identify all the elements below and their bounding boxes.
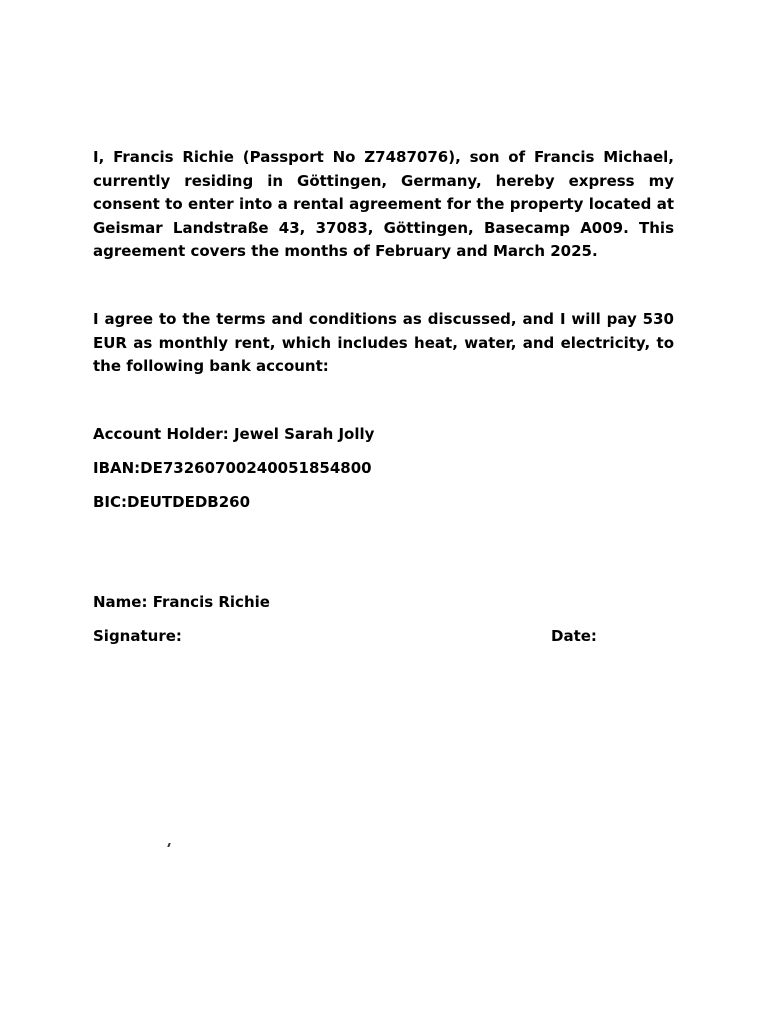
account-holder: Account Holder: Jewel Sarah Jolly [93, 425, 375, 443]
bic: BIC:DEUTDEDB260 [93, 493, 251, 511]
iban: IBAN:DE73260700240051854800 [93, 459, 372, 477]
signer-name: Name: Francis Richie [93, 593, 270, 611]
consent-paragraph: I, Francis Richie (Passport No Z7487076), son of Francis Michael, currently residing in Göttingen, Germany, hereby express my consent to enter into a rental agreement for the property located at Geismar Landstraße 43, 37083, Göttingen, Basecamp A009. This agreement covers the months of February and March 2025. [93, 148, 674, 261]
date-label: Date: [551, 627, 597, 645]
payment-paragraph: I agree to the terms and conditions as discussed, and I will pay 530 EUR as monthly rent, which includes heat, water, and electricity, to the following bank account: [93, 310, 674, 376]
stray-mark [167, 843, 170, 847]
signature-label: Signature: [93, 627, 182, 645]
